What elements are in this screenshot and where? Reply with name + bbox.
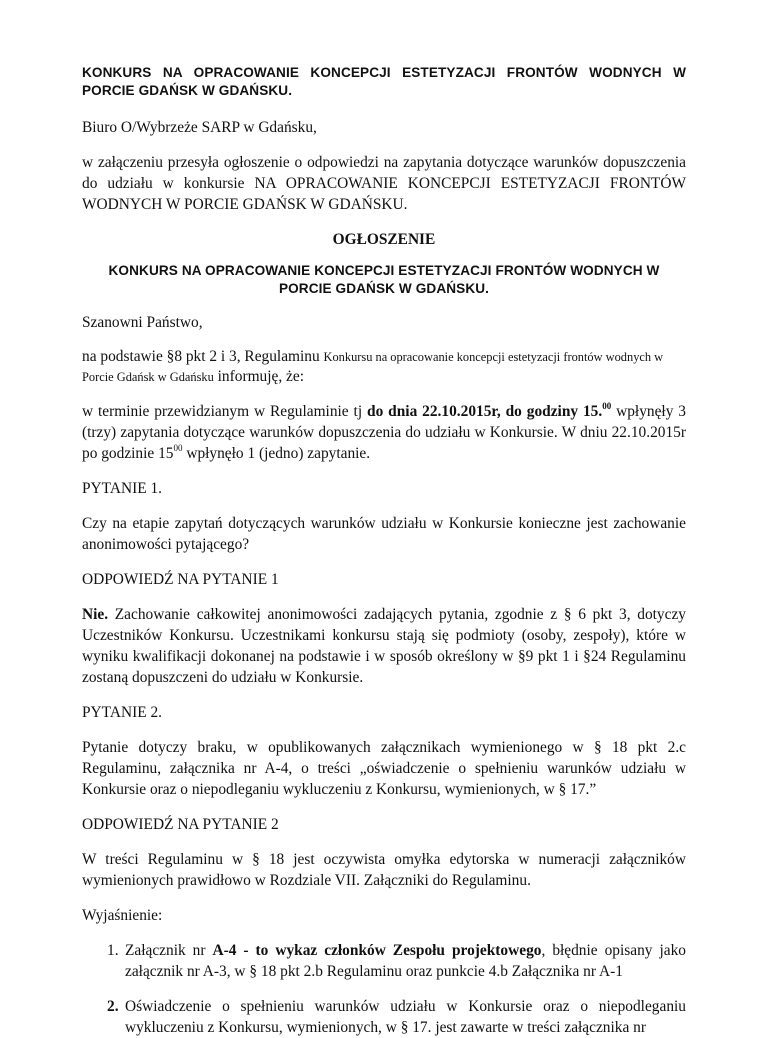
explanation-list xyxy=(82,940,686,1038)
list-item-text-a: Oświadczenie o spełnieniu warunków udziału w Konkursie oraz o niepodleganiu wykluczeniu z Konkursu, wymienionych, w § 17. jest zawarte w treści załącznika nr xyxy=(125,998,686,1036)
answer-1-heading: ODPOWIEDŹ NA PYTANIE 1 xyxy=(82,571,279,588)
list-item-text-c: , błędnie opisany jako załącznik nr A-3, w § 18 pkt 2.b Regulaminu oraz punkcie 4.b Załącznika nr A-1 xyxy=(125,942,686,980)
intro-paragraph xyxy=(82,152,686,215)
list-item-number: 2. xyxy=(107,998,119,1015)
list-item xyxy=(82,996,686,1038)
document-title: KONKURS NA OPRACOWANIE KONCEPCJI ESTETYZACJI FRONTÓW WODNYCH W PORCIE GDAŃSK W GDAŃSKU. xyxy=(82,65,686,98)
greeting: Szanowni Państwo, xyxy=(82,314,203,331)
term-paragraph xyxy=(82,401,686,464)
question-2-text: Pytanie dotyczy braku, w opublikowanych załącznikach wymienionego w § 18 pkt 2.c Regulaminu, załącznika nr A-4, o treści „oświadczenie o spełnieniu warunków udziału w Konkursie oraz o niepodleganiu wykluczeniu z Konkursu, wymienionych, w § 17.” xyxy=(82,739,686,798)
question-1-text: Czy na etapie zapytań dotyczących warunków udziału w Konkursie konieczne jest zachowanie anonimowości pytającego? xyxy=(82,515,686,553)
announcement-title-line-2: PORCIE GDAŃSK W GDAŃSKU. xyxy=(278,281,490,296)
announcement-heading: OGŁOSZENIE xyxy=(332,231,436,248)
announcement-title xyxy=(82,262,686,298)
answer-2-text: W treści Regulaminu w § 18 jest oczywista omyłka edytorska w numeracji załączników wymienionych prawidłowo w Rozdziale VII. Załączniki do Regulaminu. xyxy=(82,851,686,889)
intro-text: w załączeniu przesyła ogłoszenie o odpowiedzi na zapytania dotyczące warunków dopuszczenia do udziału w konkursie xyxy=(82,154,686,192)
sender-line: Biuro O/Wybrzeże SARP w Gdańsku, xyxy=(82,119,317,136)
basis-paragraph xyxy=(82,347,686,387)
term-deadline-minutes: 00 xyxy=(602,400,612,411)
basis-text: na podstawie §8 pkt 2 i 3, Regulaminu xyxy=(82,348,324,365)
answer-1-text: Zachowanie całkowitej anonimowości zadających pytania, zgodnie z § 6 pkt 3, dotyczy Uczestników Konkursu. Uczestnikami konkursu stają się podmioty (osoby, zespoły), które w wyniku kwalifikacji dokonanej na podstawie i w sposób określony w §9 pkt 1 i §24 Regulaminu zostaną dopuszczeni do udziału w Konkursie. xyxy=(82,606,686,686)
intro-contest-name: NA OPRACOWANIE KONCEPCJI ESTETYZACJI FRONTÓW WODNYCH W PORCIE GDAŃSK W GDAŃSKU. xyxy=(82,175,686,213)
answer-1-bold: Nie. xyxy=(82,606,109,623)
basis-inform: informuję, że: xyxy=(213,368,304,385)
answer-1-paragraph xyxy=(82,604,686,688)
question-2-heading: PYTANIE 2. xyxy=(82,704,162,721)
explanation-label: Wyjaśnienie: xyxy=(82,907,163,924)
term-text-d: wpłynęło 1 (jedno) zapytanie. xyxy=(182,445,371,462)
question-1-heading: PYTANIE 1. xyxy=(82,480,162,497)
list-item-text-a: Załącznik nr xyxy=(125,942,213,959)
term-deadline xyxy=(367,400,612,420)
term-late-minutes: 00 xyxy=(173,442,183,453)
term-text-c: wpłynęły 3 (trzy) zapytania dotyczące warunków dopuszczenia do udziału w Konkursie. W dniu 22.10.2015r po godzinie 15 xyxy=(82,403,687,462)
basis-regulation-name: Konkursu na opracowanie koncepcji estetyzacji frontów wodnych w Porcie Gdańsk w Gdańsku xyxy=(82,350,664,384)
term-text-a: w terminie przewidzianym w Regulaminie tj xyxy=(82,403,368,420)
announcement-title-line-1: KONKURS NA OPRACOWANIE KONCEPCJI ESTETYZACJI FRONTÓW WODNYCH W xyxy=(108,263,660,278)
term-deadline-text: do dnia 22.10.2015r, do godziny 15. xyxy=(367,403,603,420)
list-item xyxy=(82,940,686,982)
answer-2-heading: ODPOWIEDŹ NA PYTANIE 2 xyxy=(82,816,279,833)
list-item-text-bold: A-4 - to wykaz członków Zespołu projektowego xyxy=(212,942,542,959)
list-item-number: 1. xyxy=(107,942,119,959)
